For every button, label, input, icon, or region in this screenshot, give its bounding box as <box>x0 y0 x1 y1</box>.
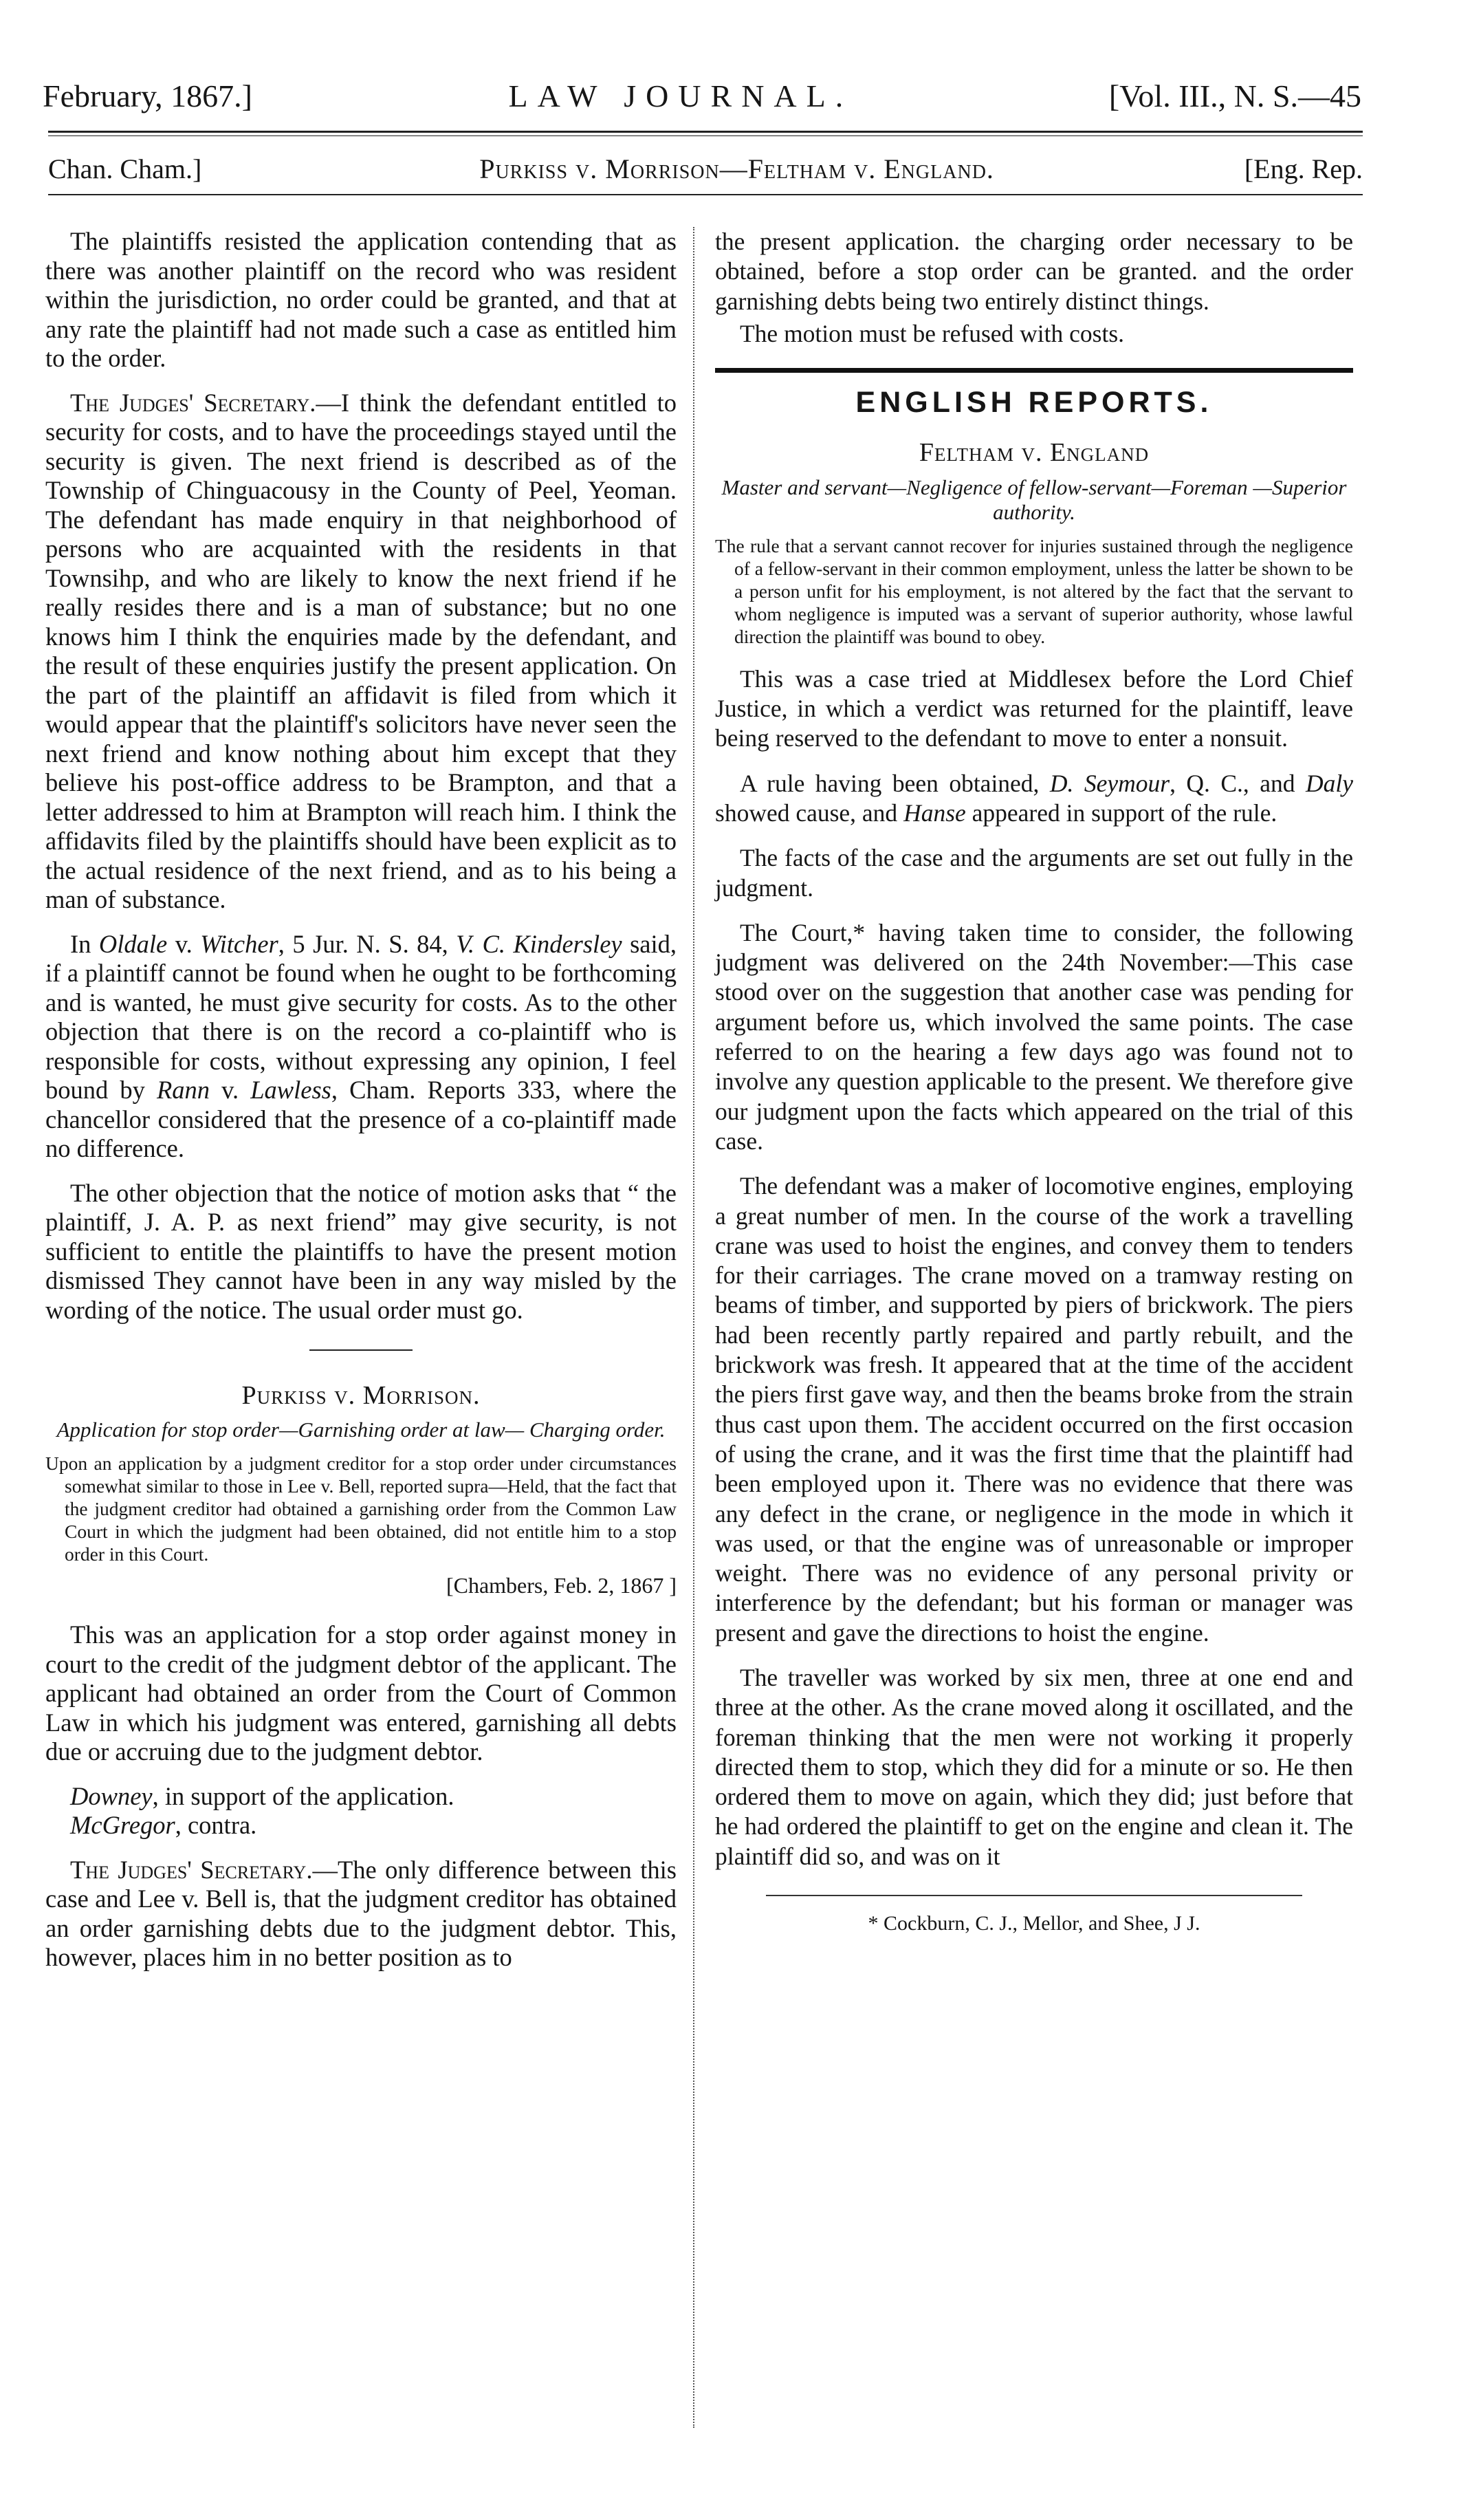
running-head <box>43 77 1361 116</box>
paragraph: This was an application for a stop order against money in court to the credit of the judgment debtor of the applicant. The applicant had obtained an order from the Court of Common Law in which his judgment was entered, garnishing all debts due or accruing due to the judgment debtor. <box>45 1620 677 1766</box>
paragraph <box>45 1856 677 1973</box>
counsel-name: Downey <box>70 1781 153 1810</box>
case-title: Purkiss v. Morrison. <box>241 1381 481 1410</box>
case-name: Lawless <box>250 1076 331 1104</box>
judge-name: V. C. Kindersley <box>456 929 622 958</box>
case-name: Oldale <box>98 929 168 958</box>
text-run: said, if a plaintiff cannot be found when he ought to be forthcoming and is wanted, he must give security for costs. As to the other objection that there is on the record a co-plaintiff who is responsible for costs, without expressing any opinion, I feel bound by <box>45 929 677 1104</box>
paragraph: The Court,* having taken time to consider, the following judgment was delivered on the 24th November:—This case stood over on the suggestion that another case was pending for argument before us, which involved the same points. The case referred to on the hearing a few days ago was found not to involve any question applicable to the present. We therefore give our judgment upon the facts which appeared on the trial of this case. <box>715 918 1353 1155</box>
running-head-journal-title: LAW JOURNAL. <box>508 78 853 113</box>
counsel-name: D. Seymour <box>1049 769 1170 797</box>
text-run: showed cause, and <box>715 799 904 827</box>
sub-head-rule <box>48 194 1363 195</box>
text-run: , Cham. Reports 333, where the chancellor considered that the presence of a co-plaintiff made no difference. <box>45 1076 677 1162</box>
case-citation: [Chambers, Feb. 2, 1867 ] <box>446 1572 677 1598</box>
column-divider <box>693 227 694 2428</box>
case-catchwords: Application for stop order—Garnishing order at law— Charging order. <box>56 1417 666 1442</box>
counsel-name: Daly <box>1305 769 1353 797</box>
paragraph: The facts of the case and the arguments are set out fully in the judgment. <box>715 844 1353 902</box>
counsel-name: McGregor <box>70 1811 175 1839</box>
counsel-role: , in support of the application. <box>152 1781 454 1810</box>
section-rule <box>715 368 1353 373</box>
footnote-rule <box>766 1895 1302 1896</box>
text-run: v. <box>210 1076 251 1104</box>
paragraph-text: —I think the defendant entitled to security for costs, and to have the proceedings stayed until the security is given. The next friend is described as of the Township of Chinguacousy in the County of Peel, Yeoman. The defendant has made enquiry in that neighborhood of persons who are acquainted with the residents in that Townsihp, and who are likely to know the next friend if he really resides there and is a man of substance; but no one knows him I think the enquiries made by the defendant, and the result of these enquiries justify the present application. On the part of the plaintiff an affidavit is filed from which it would appear that the plaintiff's solicitors have never seen the next friend and know nothing about him except that they believe his post-office address to be Brampton, and that a letter addressed to him at Brampton will reach him. I think the affidavits filed by the plaintiffs should have been explicit as to the actual residence of the next friend, and as to his being a man of substance. <box>45 388 677 913</box>
paragraph: The plaintiffs resisted the application contending that as there was another plaintiff on the record who was resident within the jurisdiction, no order could be granted, and that at any rate the plaintiff had not made such a case as entitled him to the order. <box>45 227 677 372</box>
section-separator <box>309 1349 413 1351</box>
case-headnote: The rule that a servant cannot recover for injuries sustained through the negligence of a fellow-servant in their common employment, unless the latter be shown to be a person unfit for his employment, is not altered by the fact that the servant to whom negligence is imputed was a servant of superior authority, whose lawful direction the plaintiff was bound to obey. <box>715 534 1353 647</box>
case-title: Feltham v. England <box>919 438 1150 468</box>
paragraph <box>715 769 1353 829</box>
running-head-date: February, 1867.] <box>43 78 252 113</box>
sub-head <box>48 153 1363 186</box>
paragraph: The other objection that the notice of motion asks that “ the plaintiff, J. A. P. as next friend” may give security, is not sufficient to entitle the plaintiffs to have the present motion dismissed They cannot have been in any way misled by the wording of the notice. The usual order must go. <box>45 1178 677 1324</box>
text-run: , 5 Jur. N. S. 84, <box>278 929 457 958</box>
right-column <box>715 227 1353 1938</box>
speaker-label: The Judges' Secretary. <box>70 388 316 417</box>
case-catchwords: Master and servant—Negligence of fellow-servant—Foreman —Superior authority. <box>721 475 1347 524</box>
paragraph: the present application. the charging order necessary to be obtained, before a stop order can be granted. and the order garnishing debts being two entirely distinct things. <box>715 228 1353 315</box>
case-name: Rann <box>156 1076 210 1104</box>
paragraph <box>45 930 677 1164</box>
header-rule-bottom <box>48 135 1363 136</box>
sub-head-report: [Eng. Rep. <box>1244 153 1363 184</box>
header-rule-top <box>48 131 1363 133</box>
sub-head-cases: Purkiss v. Morrison—Feltham v. England. <box>479 153 994 184</box>
text-run: A rule having been obtained, <box>740 769 1050 797</box>
paragraph-text: —The only difference between this case and Lee v. Bell is, that the judgment creditor has obtained an order garnishing debts due to the judgment debtor. This, however, places him in no better position as to <box>45 1855 677 1971</box>
case-name: Witcher <box>200 929 278 958</box>
paragraph: This was a case tried at Middlesex before the Lord Chief Justice, in which a verdict was returned for the plaintiff, leave being reserved to the defendant to move to enter a nonsuit. <box>715 664 1353 752</box>
case-headnote: Upon an application by a judgment creditor for a stop order under circumstances somewhat similar to those in Lee v. Bell, reported supra—Held, that the fact that the judgment creditor had obtained a garnishing order from the Common Law Court in which the judgment had been obtained, did not entitle him to a stop order in this Court. <box>45 1452 677 1565</box>
sub-head-court: Chan. Cham.] <box>48 153 202 184</box>
paragraph: The defendant was a maker of locomotive engines, employing a great number of men. In the course of the work a travelling crane was used to hoist the engines, and convey them to tenders for their carriages. The crane moved on a tramway resting on beams of timber, and supported by piers of brickwork. The piers had been recently partly repaired and partly rebuilt, and the brickwork was fresh. It appeared that at the time of the accident the piers first gave way, and then the beams broke from the strain thus cast upon them. The accident occurred on the first occasion of using the crane, and it was the first time that the plaintiff had been employed upon it. There was no evidence that there was any defect in the crane, or negligence in the mode in which it was used, or that the engine was of unreasonable or improper weight. There was no evidence of any personal privity or interference by the defendant; but his forman or manager was present and gave the directions to hoist the engine. <box>715 1172 1353 1647</box>
text-run: In <box>70 929 99 958</box>
counsel-role: , contra. <box>175 1811 257 1839</box>
text-run: , Q. C., and <box>1170 769 1306 797</box>
text-run: appeared in support of the rule. <box>965 799 1277 827</box>
left-column <box>45 227 677 1988</box>
paragraph: The traveller was worked by six men, three at one end and three at the other. As the crane moved along it oscillated, and the foreman thinking that the men were not working it properly directed them to stop, which they did for a minute or so. He then ordered them to move on again, which they did; just before that he had ordered the plaintiff to get on the engine and clean it. The plaintiff did so, and was on it <box>715 1663 1353 1870</box>
running-head-volume: [Vol. III., N. S.—45 <box>1108 78 1361 113</box>
section-title: ENGLISH REPORTS. <box>855 386 1213 420</box>
counsel-line <box>45 1782 677 1812</box>
counsel-name: Hanse <box>903 799 966 827</box>
paragraph <box>45 389 677 915</box>
counsel-line <box>45 1811 677 1840</box>
paragraph: The motion must be refused with costs. <box>740 319 1125 347</box>
text-run: v. <box>167 929 201 958</box>
footnote: * Cockburn, C. J., Mellor, and Shee, J J. <box>868 1912 1200 1935</box>
speaker-label: The Judges' Secretary. <box>70 1855 313 1884</box>
